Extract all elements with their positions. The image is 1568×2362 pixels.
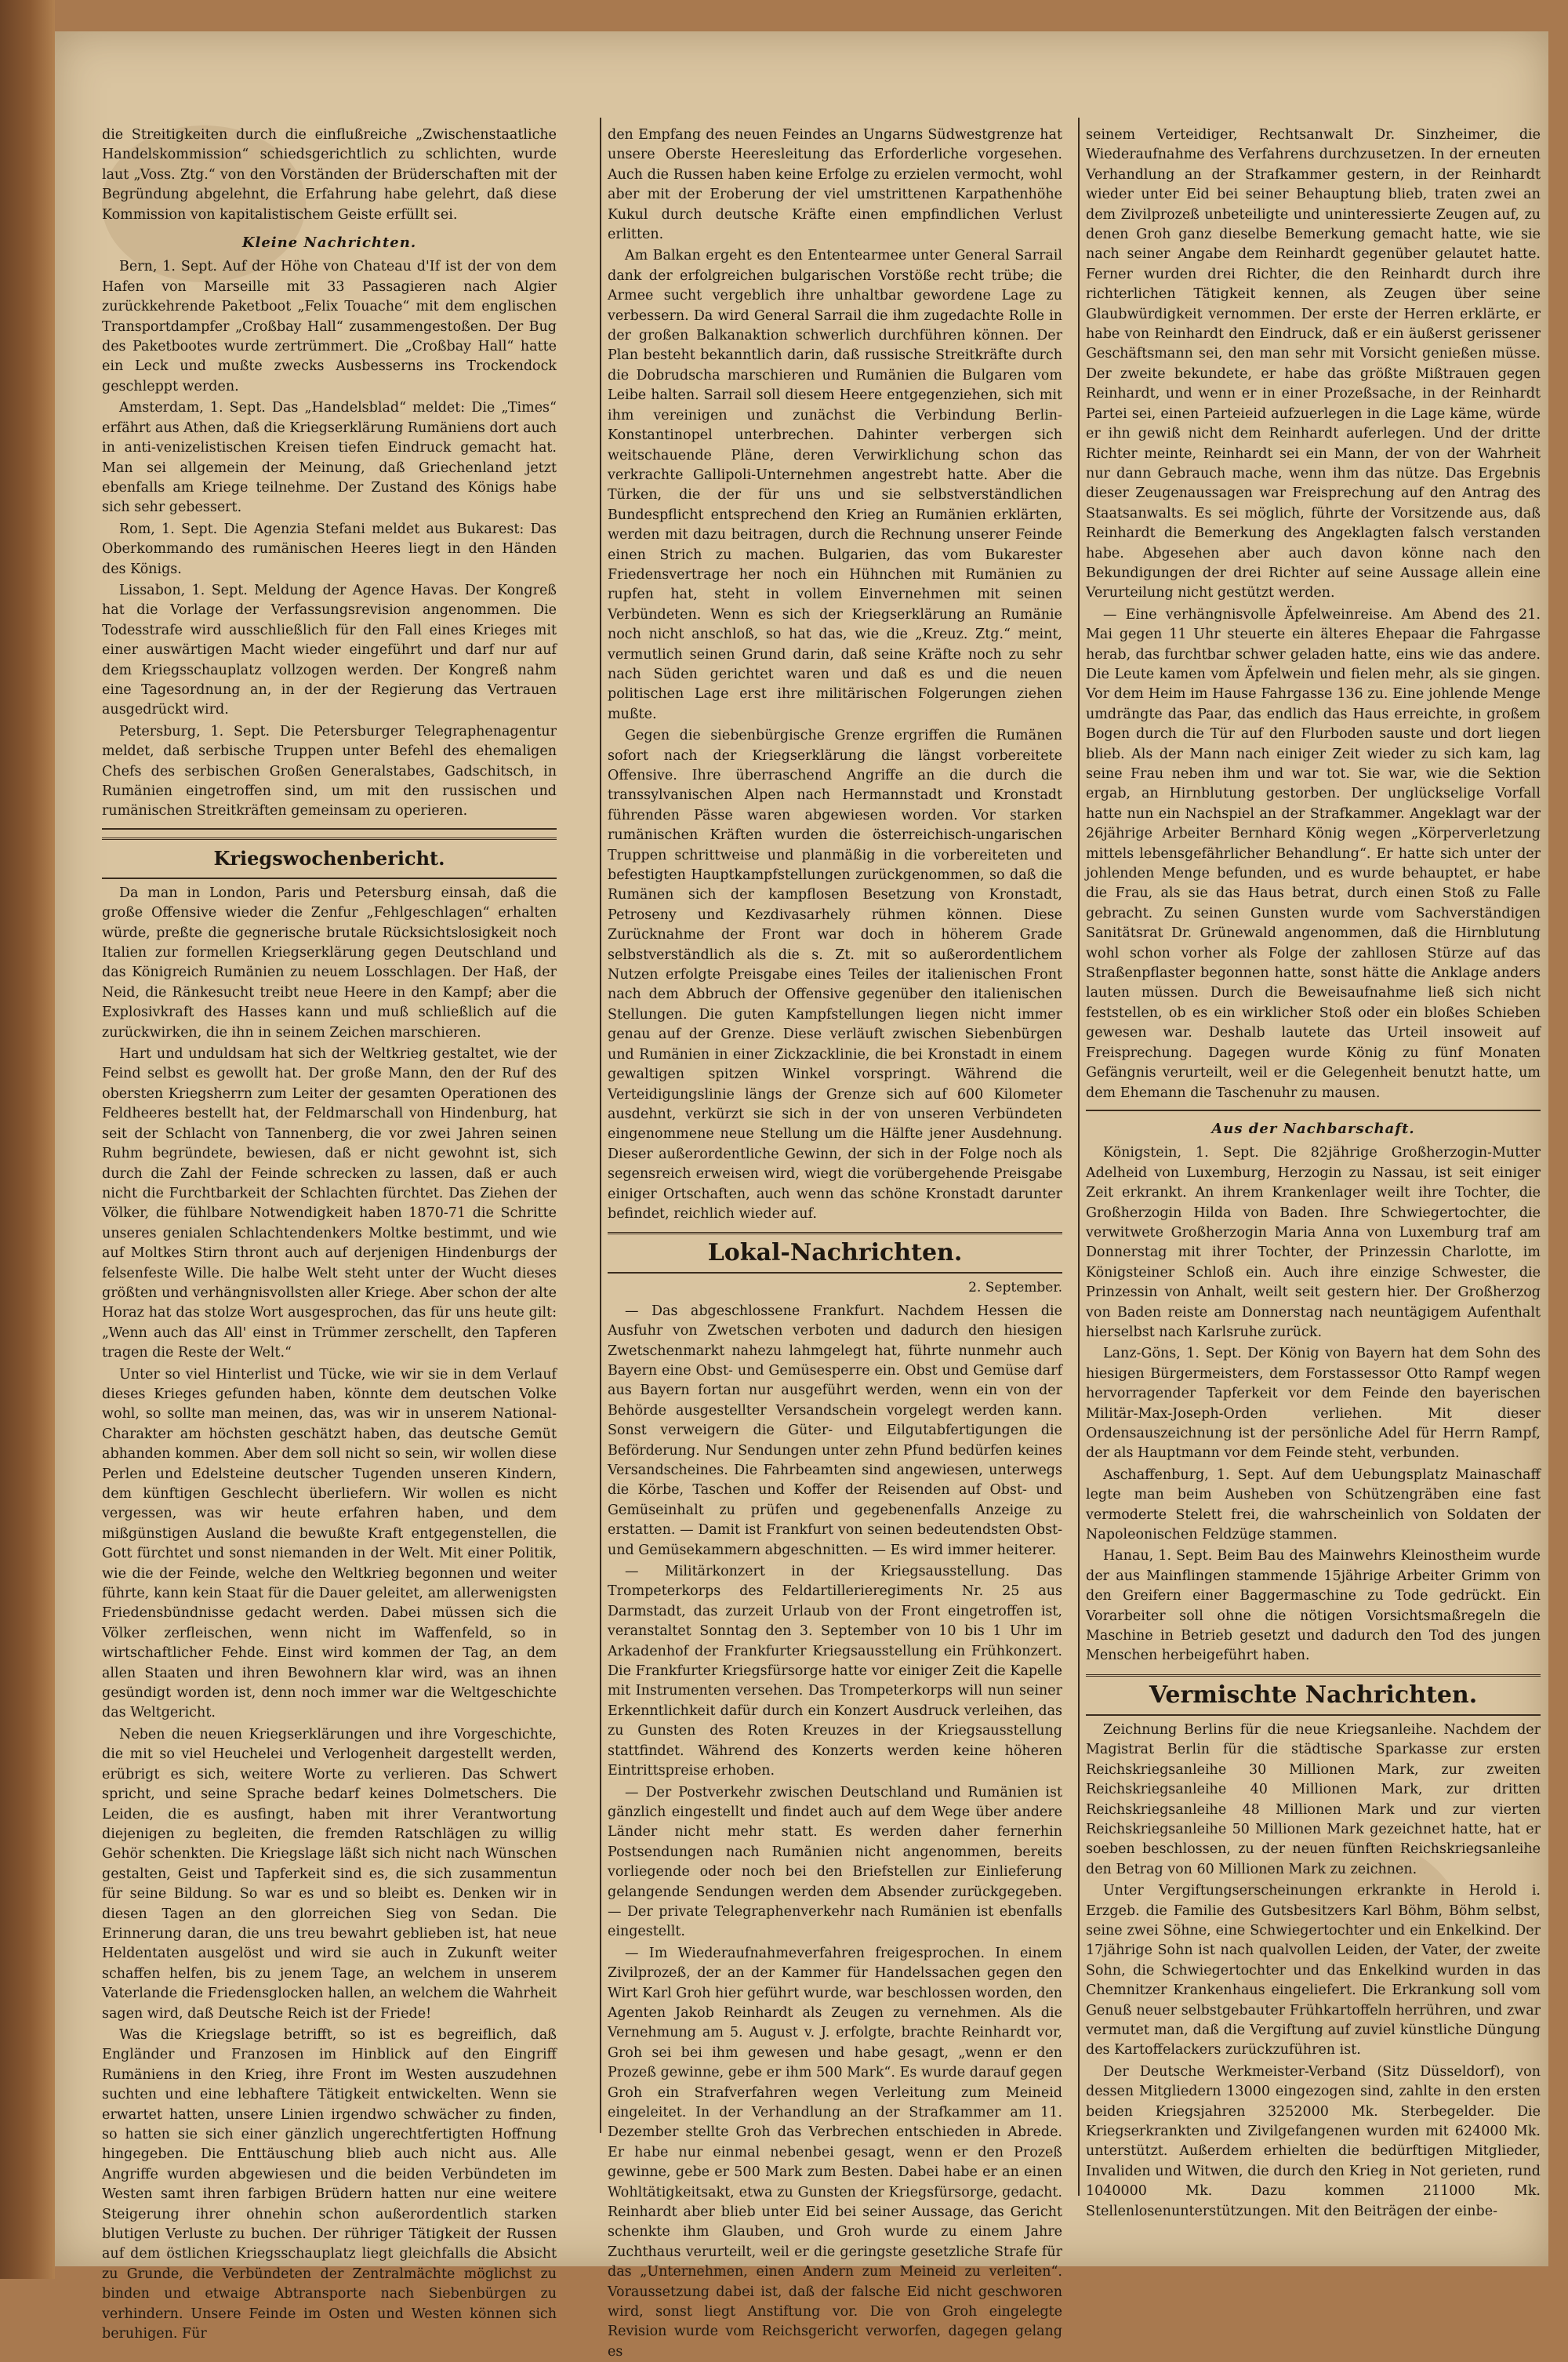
section-heading-lokal-nachrichten: Lokal-Nachrichten.	[608, 1232, 1062, 1274]
news-item: — Im Wiederaufnahmeverfahren freigesprochen. In einem Zivilprozeß, der an der Kammer für Handelssachen gegen den Wirt Karl Groh hier geführt wurde, war beschlossen worden, den Agenten Jakob Reinhardt als Zeugen zu vernehmen. Als die Vernehmung am 5. August v. J. erfolgte, brachte Reinhardt vor, Groh sei bei ihm gewesen und habe gesagt, „wenn er den Prozeß gewinne, gebe er ihm 500 Mark“. Es wurde darauf gegen Groh ein Strafverfahren wegen Verleitung zum Meineid eingeleitet. In der Verhandlung an der Strafkammer am 11. Dezember stellte Groh das Verbrechen entschieden in Abrede. Er habe nur einmal nebenbei gesagt, wenn er den Prozeß gewinne, gebe er 500 Mark zum Besten. Dabei habe er an einen Wohltätigkeitsakt, etwa zu Gunsten der Kriegsfürsorge, gedacht. Reinhardt aber blieb unter Eid bei seiner Aussage, das Gericht schenkte ihm Glauben, und Groh wurde zu einem Jahre Zuchthaus verurteilt, weil er die geringste gesetzliche Strafe für das „Unternehmen, einen Andern zum Meineid zu verleiten“. Voraussetzung dabei ist, daß der falsche Eid nicht geschworen wird, sonst liegt Anstiftung vor. Die von Groh eingelegte Revision wurde vom Reichsgericht verworfen, dagegen gelang es	[608, 1945, 1062, 2360]
news-item: Lanz-Göns, 1. Sept. Der König von Bayern hat dem Sohn des hiesigen Bürgermeisters, dem Forstassessor Otto Rampf wegen hervorragender Tapferkeit vor dem Feinde den bayerischen Militär-Max-Joseph-Orden verliehen. Mit dieser Ordensauszeichnung ist der persönliche Adel für Herrn Rampf, der als Hauptmann vor dem Feinde steht, verbunden.	[1086, 1346, 1541, 1462]
dateline: 2. September.	[968, 1280, 1062, 1296]
paragraph: Unter so viel Hinterlist und Tücke, wie wir sie in dem Verlauf dieses Krieges gefunden haben, könnte dem deutschen Volke wohl, so sollte man meinen, das, was wir in unserem National-Charakter am höchsten geschätzt haben, das deutsche Gemüt abhanden kommen. Aber dem soll nicht so sein, wir wollen diese Perlen und Edelsteine deutscher Tugenden unseren Kindern, dem künftigen Geschlecht überliefern. Wir wollen es nicht vergessen, was wir heute erfahren haben, und dem mißgünstigen Ausland die bewußte Kraft entgegenstellen, die Gott fürchtet und sonst niemanden in der Welt. Mit einer Politik, wie die der Feinde, welche den Weltkrieg begonnen und weiter führte, kann kein Staat für die Dauer geleitet, am allerwenigsten Friedensbündnisse gedacht werden. Dabei müssen sich die Völker zerfleischen, wenn nicht im Waffenfeld, so in wirtschaftlicher Fehde. Einst wird kommen der Tag, an dem allen Staaten und ihren Bewohnern klar wird, was an ihnen gesündigt worden ist, denn noch immer war die Weltgeschichte das Weltgericht.	[102, 1366, 557, 1721]
news-item: Zeichnung Berlins für die neue Kriegsanleihe. Nachdem der Magistrat Berlin für die städtische Sparkasse zur ersten Reichskriegsanleihe 30 Millionen Mark, zur zweiten Reichskriegsanleihe 40 Millionen Mark, zur dritten Reichskriegsanleihe 48 Millionen Mark und zur vierten Reichskriegsanleihe 50 Millionen Mark gezeichnet hatte, hat er soeben beschlossen, zu der neuen fünften Reichskriegsanleihe den Betrag von 60 Millionen Mark zu zeichnen.	[1086, 1721, 1541, 1877]
paragraph: Neben die neuen Kriegserklärungen und ihre Vorgeschichte, die mit so viel Heuchelei und Verlogenheit dargestellt werden, erübrigt es sich, weitere Worte zu verlieren. Das Schwert spricht, und seine Sprache bedarf keines Dolmetschers. Die Leiden, die es ausfingt, haben mit ihrer Verantwortung diejenigen zu begleiten, die fremden Ratschlägen zu willig Gehör schenkten. Die Kriegslage läßt sich nicht nach Wünschen gestalten, Geist und Tapferkeit sind es, die sich zusammentun für seine Bildung. So war es und so bleibt es. Denken wir in diesen Tagen an den glorreichen Sieg von Sedan. Die Erinnerung daran, die uns treu bewahrt geblieben ist, hat neue Heldentaten ausgelöst und wird sie auch in Zukunft weiter schaffen helfen, bis zu jenem Tage, an welchem in unserem Vaterlande die Friedensglocken hallen, an welchem die Wahrheit sagen wird, daß Deutsche Reich ist der Friede!	[102, 1726, 557, 2022]
column-1	[102, 125, 557, 2342]
column-3	[1086, 125, 1541, 2227]
paragraph: den Empfang des neuen Feindes an Ungarns Südwestgrenze hat unsere Oberste Heeresleitung das Erforderliche vorgesehen. Auch die Russen haben keine Erfolge zu erzielen vermocht, wohl aber mit der Eroberung der viel umstrittenen Karpathenhöhe Kukul durch deutsche Kräfte einen empfindlichen Verlust erlitten.	[608, 127, 1062, 243]
section-heading-kleine-nachrichten: Kleine Nachrichten.	[241, 234, 417, 252]
article-intro: die Streitigkeiten durch die einflußreiche „Zwischenstaatliche Handelskommission“ schiedsgerichtlich zu schlichten, wurde laut „Voss. Ztg.“ von den Vorständen der Brüderschaften mit der Begründung abgelehnt, die Erfahrung habe gelehrt, daß diese Kommission von kapitalistischem Geiste erfüllt sei.	[102, 127, 557, 223]
news-item: Der Deutsche Werkmeister-Verband (Sitz Düsseldorf), von dessen Mitgliedern 13000 eingezogen sind, zahlte in den ersten beiden Kriegsjahren 3252000 Mk. Sterbegelder. Die Kriegserkrankten und Zivilgefangenen wurden mit 624000 Mk. unterstützt. Außerdem erhielten die bedürftigen Mitglieder, Invaliden und Witwen, die durch den Krieg in Not gerieten, rund 1040000 Mk. Dazu kommen 211000 Mk. Stellenlosenunterstützungen. Mit den Beiträgen der einbe-	[1086, 2063, 1541, 2219]
news-item: Petersburg, 1. Sept. Die Petersburger Telegraphenagentur meldet, daß serbische Truppen unter Befehl des ehemaligen Chefs des serbischen Großen Generalstabes, Gadschitsch, in Rumänien eingetroffen sind, um mit den russischen und rumänischen Streitkräften gemeinsam zu operieren.	[102, 723, 557, 819]
section-heading-kriegswochenbericht: Kriegswochenbericht.	[102, 838, 557, 879]
news-item: — Militärkonzert in der Kriegsausstellung. Das Trompeterkorps des Feldartillerieregiments Nr. 25 aus Darmstadt, das zurzeit Urlaub von der Front eingetroffen ist, veranstaltet Sonntag den 3. September von 10 bis 1 Uhr im Arkadenhof der Frankfurter Kriegsausstellung ein Frühkonzert. Die Frankfurter Kriegsfürsorge hatte vor einiger Zeit die Kapelle mit Instrumenten versehen. Das Trompeterkorps will nun seiner Erkenntlichkeit dafür durch ein Konzert Ausdruck verleihen, das zu Gunsten des Roten Kreuzes in der Kriegsausstellung stattfindet. Während des Konzerts werden keine höheren Eintrittspreise erhoben.	[608, 1564, 1062, 1779]
section-rule	[1086, 1110, 1541, 1111]
news-item: Lissabon, 1. Sept. Meldung der Agence Havas. Der Kongreß hat die Vorlage der Verfassungsrevision angenommen. Die Todesstrafe wird ausschließlich für den Fall eines Krieges mit einer auswärtigen Macht wieder eingeführt und darf nur auf dem Kriegsschauplatz vollzogen werden. Der Kongreß nahm eine Tagesordnung an, in der der Regierung das Vertrauen ausgedrückt wird.	[102, 582, 557, 718]
news-item: Königstein, 1. Sept. Die 82jährige Großherzogin-Mutter Adelheid von Luxemburg, Herzogin zu Nassau, ist seit einiger Zeit erkrankt. An ihrem Krankenlager weilt ihre Tochter, die Großherzogin Hilda von Baden. Ihre Schwiegertochter, die verwitwete Großherzogin Maria Anna von Luxemburg traf am Donnerstag mit ihrer Tochter, der Prinzessin Charlotte, im Königsteiner Schloß ein. Auch ihre einzige Schwester, die Prinzessin von Anhalt, weilt seit gestern hier. Der Großherzog von Baden reiste am Donnerstag nach neuntägigem Aufenthalt hierselbst nach Karlsruhe zurück.	[1086, 1145, 1541, 1340]
book-binding	[0, 0, 55, 2279]
news-item: Amsterdam, 1. Sept. Das „Handelsblad“ meldet: Die „Times“ erfährt aus Athen, daß die Kriegserklärung Rumäniens dort auch in anti-venizelistischen Kreisen tiefen Eindruck gemacht hat. Man sei allgemein der Meinung, daß Griechenland jetzt ebenfalls am Kriege teilnehme. Der Zustand des Königs habe sich sehr gebessert.	[102, 400, 557, 516]
news-item: Aschaffenburg, 1. Sept. Auf dem Uebungsplatz Mainaschaff legte man beim Ausheben von Schützengräben eine fast vermoderte Stelett frei, die wahrscheinlich von Soldaten der Napoleonischen Feldzüge stammen.	[1086, 1466, 1541, 1543]
column-divider	[1078, 118, 1080, 2196]
news-item: Unter Vergiftungserscheinungen erkrankte in Herold i. Erzgeb. die Familie des Gutsbesitzers Karl Böhm, Böhm selbst, seine zwei Söhne, eine Schwiegertochter und ein Enkelkind. Der 17jährige Sohn ist nach qualvollen Leiden, der Vater, der zweite Sohn, die Schwiegertochter und das Enkelkind wurden in das Chemnitzer Krankenhaus eingeliefert. Die Erkrankung soll vom Genuß neuer selbstgebauter Frühkartoffeln herrühren, und zwar vermutet man, daß die Vergiftung auf zuviel künstliche Düngung des Kartoffelackers zurückzuführen ist.	[1086, 1883, 1541, 2059]
paragraph: Da man in London, Paris und Petersburg einsah, daß die große Offensive wieder die Zenfur „Fehlgeschlagen“ erhalten würde, preßte die gegnerische brutale Rücksichtslosigkeit noch Italien zur formellen Kriegserklärung gegen Deutschland und das Königreich Rumänien zu neuem Losschlagen. Der Haß, der Neid, die Ränkesucht treibt neue Heere in den Kampf; aber die Explosivkraft des Hasses kann und muß schließlich auf die zurückwirken, die ihn in seinem Zeichen marschieren.	[102, 885, 557, 1041]
news-item: Bern, 1. Sept. Auf der Höhe von Chateau d'If ist der von dem Hafen von Marseille mit 33 Passagieren nach Algier zurückkehrende Paketboot „Felix Touache“ mit dem englischen Transportdampfer „Croßbay Hall“ zusammengestoßen. Der Bug des Paketbootes wurde zertrümmert. Die „Croßbay Hall“ hatte ein Leck und mußte zwecks Ausbesserns ins Trockendock geschleppt werden.	[102, 259, 557, 394]
paragraph: Gegen die siebenbürgische Grenze ergriffen die Rumänen sofort nach der Kriegserklärung die längst vorbereitete Offensive. Ihre überraschend Angriffe an die durch die transsylvanischen Alpen nach Hermannstadt und Kronstadt führenden Pässe waren abgewiesen worden. Vor starken rumänischen Kräften wurden die österreichisch-ungarischen Truppen schrittweise und planmäßig in die vorbereiteten und befestigten Hauptkampfstellungen zurückgenommen, so daß die Rumänen sich der kampflosen Besetzung von Kronstadt, Petroseny und Kezdivasarhely rühmen können. Diese Zurücknahme der Front war doch in höherem Grade selbstverständlich als die s. Zt. mit so außerordentlichem Nutzen erfolgte Preisgabe eines Teiles der italienischen Front nach dem Abbruch der Offensive gegenüber den italienischen Stellungen. Die guten Kampfstellungen liegen nicht immer genau auf der Grenze. Diese verläuft zwischen Siebenbürgen und Rumänien in einer Zickzacklinie, die bei Kronstadt in einem gewaltigen spitzen Winkel vorspringt. Während die Verteidigungslinie längs der Grenze sich auf 600 Kilometer ausdehnt, verkürzt sie sich in der von unseren Verbündeten eingenommene neue Stellung um die Hälfte jener Ausdehnung. Dieser außerordentliche Gewinn, der sich in der Folge noch als segensreich erweisen wird, wiegt die vorübergehende Preisgabe einiger Ortschaften, auch wenn das schöne Kronstadt darunter befindet, reichlich wieder auf.	[608, 728, 1062, 1222]
section-heading-vermischte-nachrichten: Vermischte Nachrichten.	[1086, 1674, 1541, 1716]
news-item: Rom, 1. Sept. Die Agenzia Stefani meldet aus Bukarest: Das Oberkommando des rumänischen Heeres liegt in den Händen des Königs.	[102, 521, 557, 577]
news-item: — Der Postverkehr zwischen Deutschland und Rumänien ist gänzlich eingestellt und findet auch auf dem Wege über andere Länder nicht mehr statt. Es werden daher fernerhin Postsendungen nach Rumänien nicht angenommen, bereits vorliegende oder noch bei den Briefstellen zur Einlieferung gelangende Sendungen werden dem Absender zurückgegeben. — Der private Telegraphenverkehr nach Rumänien ist ebenfalls eingestellt.	[608, 1784, 1062, 1940]
column-divider	[600, 118, 601, 2133]
news-item: — Eine verhängnisvolle Äpfelweinreise. Am Abend des 21. Mai gegen 11 Uhr steuerte ein älteres Ehepaar die Fahrgasse herab, das furchtbar schwer geladen hatte, eins wie das andere. Die Leute kamen vom Äpfelwein und fielen mehr, als sie gingen. Vor dem Heim im Hause Fahrgasse 136 zu. Eine johlende Menge umdrängte das Paar, das endlich das Haus erreichte, in großem Bogen durch die Tür auf den Flurboden sauste und dort liegen blieb. Als der Mann nach einiger Zeit wieder zu sich kam, lag seine Frau neben ihm und war tot. Sie war, wie die Sektion ergab, an Hirnblutung gestorben. Der unglückselige Vorfall hatte nun ein Nachspiel an der Strafkammer. Angeklagt war der 26jährige Arbeiter Bernhard König wegen „Körperverletzung mittels lebensgefährlicher Behandlung“. Er hatte sich unter der johlenden Menge befunden, und es wurde behauptet, er habe die Frau, als sie das Haus betrat, durch einen Stoß zu Falle gebracht. Zu seinen Gunsten wurde vom Sachverständigen Sanitätsrat Dr. Grünewald angenommen, daß die Hirnblutung wohl schon vorher als Folge der zahllosen Stürze auf das Straßenpflaster begonnen hatte, sonst hätte die Anklage anders lauten müssen. Durch die Beweisaufnahme ließ sich nicht feststellen, ob es ein wirklicher Stoß oder ein bloßes Schieben gewesen war. Deshalb lautete das Urteil insoweit auf Freisprechung. Dagegen wurde König zu fünf Monaten Gefängnis verurteilt, weil er die Gelegenheit benutzt hatte, um dem Ehemann die Taschenuhr zu mausen.	[1086, 606, 1541, 1101]
news-item: — Das abgeschlossene Frankfurt. Nachdem Hessen die Ausfuhr von Zwetschen verboten und dadurch den hiesigen Zwetschenmarkt nahezu lahmgelegt hat, führte nunmehr auch Bayern eine Obst- und Gemüsesperre ein. Obst und Gemüse darf aus Bayern fortan nur ausgeführt werden, wenn ein von der Behörde ausgestellter Versandschein vorgelegt werden kann. Sonst verweigern die Güter- und Eilgutabfertigungen die Beförderung. Nur Sendungen unter zehn Pfund bedürfen keines Versandscheines. Die Fahrbeamten sind angewiesen, unterwegs die Körbe, Taschen und Koffer der Reisenden auf Obst- und Gemüseinhalt zu prüfen und gegebenenfalls Anzeige zu erstatten. — Damit ist Frankfurt von seinen bedeutendsten Obst- und Gemüsekammern abgeschnitten. — Es wird immer heiterer.	[608, 1303, 1062, 1558]
column-2	[608, 125, 1062, 2360]
news-item: Hanau, 1. Sept. Beim Bau des Mainwehrs Kleinostheim wurde der aus Mainflingen stammende 15jährige Arbeiter Grimm von den Greifern einer Baggermaschine zu Tode gedrückt. Ein Vorarbeiter soll ohne die nötigen Vorsichtsmaßregeln die Maschine in Betrieb gesetzt und dadurch den Tod des jungen Menschen herbeigeführt haben.	[1086, 1548, 1541, 1664]
paragraph: Am Balkan ergeht es den Ententearmee unter General Sarrail dank der erfolgreichen bulgarischen Vorstöße recht trübe; die Armee sucht vergeblich ihre unhaltbar gewordene Lage zu verbessern. Da wird General Sarrail die ihm zugedachte Rolle in der großen Balkanaktion schwerlich durchführen können. Der Plan besteht bekanntlich darin, daß russische Streitkräfte durch die Dobrudscha marschieren und Rumänien die Bulgaren vom Leibe halten. Sarrail soll diesem Heere entgegenziehen, sich mit ihm vereinigen und zunächst die Verbindung Berlin-Konstantinopel unterbrechen. Dahinter verbergen sich weitschauende Pläne, deren Verwirklichung schon das verkrachte Gallipoli-Unternehmen angestrebt hatte. Aber die Türken, die der für uns und sie selbstverständlichen Bundespflicht entsprechend den Krieg an Rumänien erklärten, werden mit dazu beitragen, durch die Rechnung unserer Feinde einen Strich zu machen. Bulgarien, das vom Bukarester Friedensvertrage her noch ein Hühnchen mit Rumänien zu rupfen hat, steht in vollem Einvernehmen mit seinen Verbündeten. Wenn es sich der Kriegserklärung an Rumänie noch nicht anschloß, so hat das, wie die „Kreuz. Ztg.“ meint, vermutlich seinen Grund darin, daß seine Kräfte noch zu sehr nach Süden gerichtet waren und daß es und die neuen politischen Lage erst ihre militärischen Folgerungen ziehen mußte.	[608, 248, 1062, 722]
section-rule	[102, 828, 557, 830]
paragraph: Hart und unduldsam hat sich der Weltkrieg gestaltet, wie der Feind selbst es gewollt hat. Der große Mann, den der Ruf des obersten Kriegsherrn zum Leiter der gesamten Operationen des Feldheeres bestellt hat, der Feldmarschall von Hindenburg, hat seit der Schlacht von Tannenberg, die vor zwei Jahren seinen Ruhm begründete, bewiesen, daß er nicht gewohnt ist, sich durch die Zahl der Feinde schrecken zu lassen, daß er auch nicht die Furchtbarkeit der Schlachten fürchtet. Das Ziehen der Völker, die fühlbare Notwendigkeit haben 1870-71 die Schritte unseres genialen Schlachtendenkers Moltke bestimmt, und wie auf Moltkes Stirn thront auch auf derjenigen Hindenburgs der felsenfeste Wille. Die halbe Welt steht unter der Wucht dieses größten und verhängnisvollsten aller Kriege. Aber schon der alte Horaz hat das stolze Wort ausgesprochen, das für uns heute gilt: „Wenn auch das All' einst in Trümmer zerschellt, den Tapferen tragen die Reste der Welt.“	[102, 1046, 557, 1361]
paragraph: seinem Verteidiger, Rechtsanwalt Dr. Sinzheimer, die Wiederaufnahme des Verfahrens durchzusetzen. In der erneuten Verhandlung an der Strafkammer gestern, in der Reinhardt wieder unter Eid bei seiner Behauptung blieb, traten zwei an dem Zivilprozeß unbeteiligte und uninteressierte Zeugen auf, zu denen Groh ganz dieselbe Bemerkung gemacht hatte, wie sie nach seiner Angabe dem Reinhardt gegenüber gelautet hatte. Ferner wurden drei Richter, die den Reinhardt durch ihre richterlichen Tätigkeit kennen, als Zeugen über seine Glaubwürdigkeit vernommen. Der erste der Herren erklärte, er habe von Reinhardt den Eindruck, daß er ein äußerst gerissener Geschäftsmann sei, den man sehr mit Vorsicht genießen müsse. Der zweite bekundete, er habe das größte Mißtrauen gegen Reinhardt, und wenn er in einer Prozeßsache, in der Reinhardt Partei sei, einen Parteieid aufzuerlegen in die Lage käme, würde er ihn gewiß nicht dem Reinhardt auferlegen. Und der dritte Richter meinte, Reinhardt sei ein Mann, der von der Wahrheit nur dann Gebrauch mache, wenn ihm das nütze. Das Ergebnis dieser Zeugenaussagen war Freisprechung auf den Antrag des Staatsanwalts. Es sei möglich, führte der Vorsitzende aus, daß Reinhardt die Bemerkung des Angeklagten falsch verstanden habe. Abgesehen aber auch davon könne nach den Bekundigungen der drei Richter auf seine Aussage allein eine Verurteilung nicht gestützt werden.	[1086, 127, 1541, 601]
paragraph: Was die Kriegslage betrifft, so ist es begreiflich, daß Engländer und Franzosen im Hinblick auf den Eingriff Rumäniens in den Krieg, ihre Front im Westen auszudehnen suchten und eine lebhaftere Tätigkeit entwickelten. Wenn sie erwartet hatten, unsere Linien irgendwo schwächer zu finden, so hatten sie sich einer gänzlich ungerechtfertigten Hoffnung hingegeben. Die Enttäuschung blieb auch nicht aus. Alle Angriffe wurden abgewiesen und die beiden Verbündeten im Westen samt ihren farbigen Brüdern hatten nur eine weitere Steigerung ihrer ohnehin schon außerordentlich starken blutigen Verluste zu buchen. Der rühriger Tätigkeit der Russen auf dem östlichen Kriegsschauplatz liegt gleichfalls die Absicht zu Grunde, die Verbündeten der Zentralmächte möglichst zu binden und etwaige Abtransporte nach Siebenbürgen zu verhindern. Unsere Feinde im Osten und Westen können sich beruhigen. Für	[102, 2026, 557, 2342]
section-heading-nachbarschaft: Aus der Nachbarschaft.	[1211, 1120, 1415, 1137]
